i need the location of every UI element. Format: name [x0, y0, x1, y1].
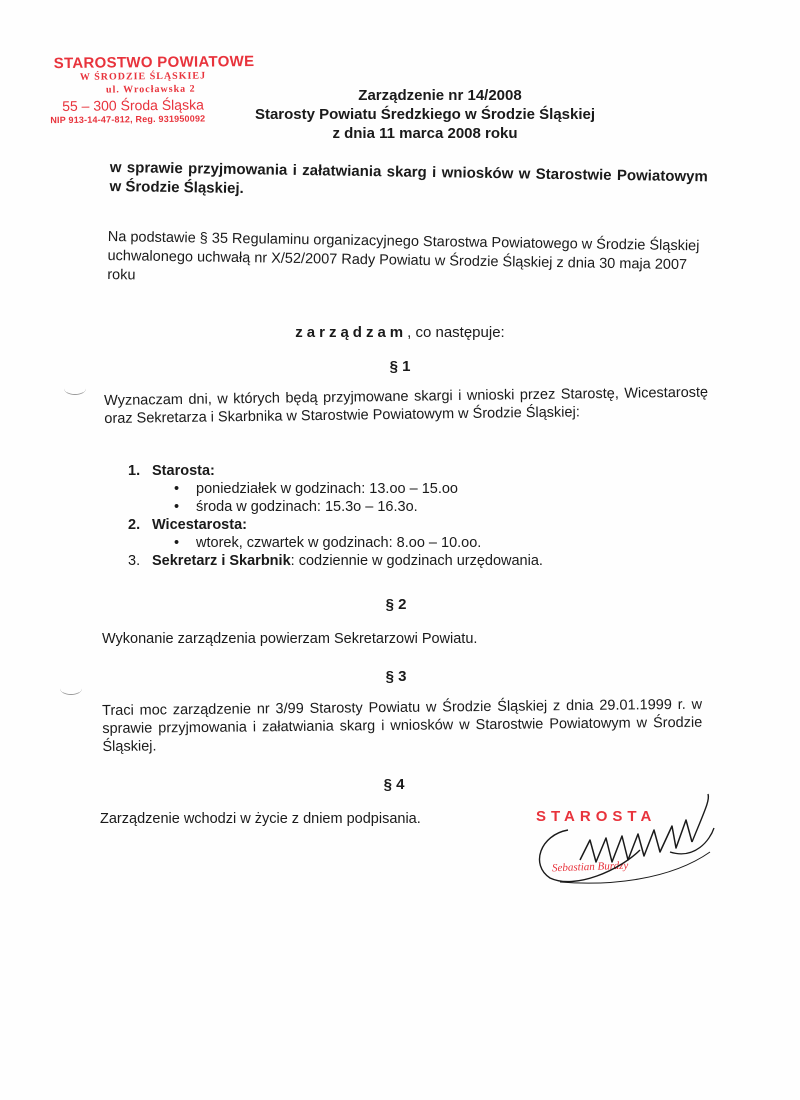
item-label: Wicestarosta:: [152, 517, 247, 533]
stamp-line-5: NIP 913-14-47-812, Reg. 931950092: [50, 113, 206, 126]
header-issuer: Starosty Powiatu Średzkiego w Środzie Śląskiej: [254, 106, 596, 123]
section-1-heading: § 1: [389, 358, 411, 375]
item-label: Sekretarz i Skarbnik: [152, 553, 291, 569]
item-text: środa w godzinach: 15.3o – 16.3o.: [196, 499, 418, 515]
section-2-text: Wykonanie zarządzenia powierzam Sekretarzowi Powiatu.: [102, 631, 478, 647]
stamp-line-1: STAROSTWO POWIATOWE: [53, 52, 255, 73]
decree-rest: , co następuje:: [407, 324, 505, 341]
section-4-text: Zarządzenie wchodzi w życie z dniem podpisania.: [100, 811, 421, 827]
list-item: [128, 498, 628, 516]
list-item: [128, 480, 628, 498]
bullet-icon: •: [174, 535, 180, 551]
stamp-line-4: 55 – 300 Środa Śląska: [62, 96, 204, 115]
document-subject: w sprawie przyjmowania i załatwiania skarg i wniosków w Starostwie Powiatowym w Środzie Śląskiej.: [109, 158, 708, 198]
handwritten-signature: [520, 790, 740, 900]
list-item: [128, 462, 628, 480]
header-date: z dnia 11 marca 2008 roku: [332, 125, 518, 142]
item-text: poniedziałek w godzinach: 13.oo – 15.oo: [196, 481, 458, 497]
section-3-text: Traci moc zarządzenie nr 3/99 Starosty Powiatu w Środzie Śląskiej z dnia 29.01.1999 r. w sprawie przyjmowania i załatwiania skarg i wniosków w Starostwie Powiatowym w Środzie Śląskiej.: [102, 696, 703, 755]
decree-word: zarządzam: [295, 324, 408, 341]
bullet-icon: •: [174, 481, 180, 497]
item-number: 2.: [128, 517, 141, 533]
document-header: [190, 86, 660, 143]
punch-hole-mark: [64, 382, 86, 395]
list-item: [128, 534, 628, 552]
punch-hole-mark: [60, 682, 82, 695]
starosta-stamp-title: STAROSTA: [536, 808, 657, 825]
section-2-heading: § 2: [385, 596, 407, 613]
header-title: Zarządzenie nr 14/2008: [358, 87, 522, 104]
legal-basis: Na podstawie § 35 Regulaminu organizacyjnego Starostwa Powiatowego w Środzie Śląskiej uchwalonego uchwałą nr X/52/2007 Rady Powiatu w Środzie Śląskiej z dnia 30 maja 2007 roku: [107, 228, 700, 284]
section-1-text: Wyznaczam dni, w których będą przyjmowane skargi i wnioski przez Starostę, Wicestarostę oraz Sekretarza i Skarbnika w Starostwie Powiatowym w Środzie Śląskiej:: [104, 384, 709, 427]
stamp-line-2: W ŚRODZIE ŚLĄSKIEJ: [79, 70, 207, 83]
item-label: Starosta:: [152, 463, 215, 479]
list-item: [128, 552, 628, 570]
bullet-icon: •: [174, 499, 180, 515]
item-number: 3.: [128, 553, 141, 569]
starosta-stamp-name: Sebastian Burdzy: [551, 859, 629, 875]
stamp-line-3: ul. Wrocławska 2: [105, 83, 196, 96]
item-number: 1.: [128, 463, 141, 479]
section-4-heading: § 4: [383, 776, 405, 793]
list-item: [128, 516, 628, 534]
item-text: : codziennie w godzinach urzędowania.: [290, 553, 543, 569]
decree-line: [0, 324, 800, 341]
item-text: wtorek, czwartek w godzinach: 8.oo – 10.oo.: [196, 535, 482, 551]
section-1-list: [128, 462, 628, 570]
section-3-heading: § 3: [385, 668, 407, 685]
